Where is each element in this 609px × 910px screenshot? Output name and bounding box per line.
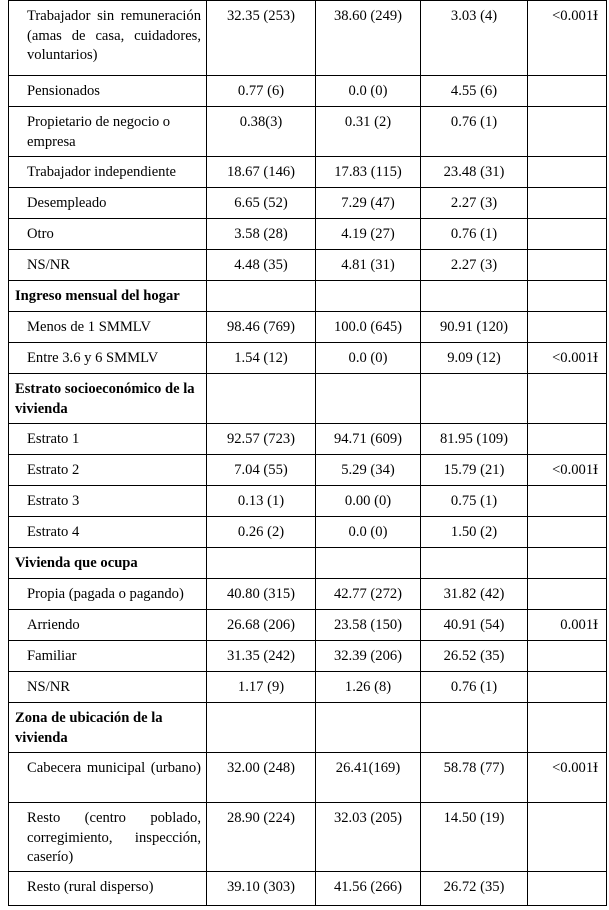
cell-value: 98.46 (769) — [207, 312, 316, 343]
table-row — [9, 455, 607, 486]
section-row — [9, 374, 607, 424]
p-value — [528, 803, 607, 872]
cell-value: 23.48 (31) — [421, 157, 528, 188]
p-value — [528, 107, 607, 157]
row-label: NS/NR — [9, 672, 207, 703]
row-label: Resto (centro poblado, corregimiento, inspección, caserío) — [9, 803, 207, 872]
row-label: Familiar — [9, 641, 207, 672]
cell-value: 1.26 (8) — [316, 672, 421, 703]
p-value: 0.001Ɨ — [528, 610, 607, 641]
empty-cell — [421, 281, 528, 312]
section-title: Zona de ubicación de la vivienda — [9, 703, 207, 753]
table-row — [9, 803, 607, 872]
p-value — [528, 486, 607, 517]
p-value — [528, 157, 607, 188]
cell-value: 0.0 (0) — [316, 76, 421, 107]
cell-value: 42.77 (272) — [316, 579, 421, 610]
p-value — [528, 641, 607, 672]
cell-value: 31.35 (242) — [207, 641, 316, 672]
row-label: Menos de 1 SMMLV — [9, 312, 207, 343]
table-row — [9, 343, 607, 374]
section-row — [9, 548, 607, 579]
p-value: <0.001Ɨ — [528, 1, 607, 76]
empty-cell — [528, 374, 607, 424]
empty-cell — [316, 281, 421, 312]
table-row — [9, 250, 607, 281]
empty-cell — [207, 374, 316, 424]
row-label: Trabajador sin remuneración (amas de casa, cuidadores, voluntarios) — [9, 1, 207, 76]
cell-value: 1.54 (12) — [207, 343, 316, 374]
cell-value: 0.38(3) — [207, 107, 316, 157]
cell-value: 0.13 (1) — [207, 486, 316, 517]
cell-value: 90.91 (120) — [421, 312, 528, 343]
table-row — [9, 424, 607, 455]
table-row — [9, 610, 607, 641]
section-row — [9, 281, 607, 312]
table-row — [9, 219, 607, 250]
p-value — [528, 672, 607, 703]
table-row — [9, 672, 607, 703]
cell-value: 31.82 (42) — [421, 579, 528, 610]
cell-value: 17.83 (115) — [316, 157, 421, 188]
cell-value: 7.04 (55) — [207, 455, 316, 486]
p-value — [528, 517, 607, 548]
row-label: Cabecera municipal (urbano) — [9, 753, 207, 803]
p-value — [528, 312, 607, 343]
section-row — [9, 703, 607, 753]
cell-value: 0.76 (1) — [421, 672, 528, 703]
row-label: Estrato 1 — [9, 424, 207, 455]
table-body — [9, 1, 607, 906]
cell-value: 38.60 (249) — [316, 1, 421, 76]
empty-cell — [207, 281, 316, 312]
table-row — [9, 157, 607, 188]
p-value — [528, 579, 607, 610]
cell-value: 2.27 (3) — [421, 188, 528, 219]
cell-value: 0.0 (0) — [316, 517, 421, 548]
cell-value: 9.09 (12) — [421, 343, 528, 374]
cell-value: 32.35 (253) — [207, 1, 316, 76]
cell-value: 0.31 (2) — [316, 107, 421, 157]
row-label: Pensionados — [9, 76, 207, 107]
cell-value: 0.76 (1) — [421, 107, 528, 157]
row-label: NS/NR — [9, 250, 207, 281]
cell-value: 26.72 (35) — [421, 872, 528, 906]
cell-value: 0.26 (2) — [207, 517, 316, 548]
row-label: Resto (rural disperso) — [9, 872, 207, 906]
cell-value: 100.0 (645) — [316, 312, 421, 343]
table-row — [9, 1, 607, 76]
cell-value: 58.78 (77) — [421, 753, 528, 803]
empty-cell — [316, 703, 421, 753]
cell-value: 18.67 (146) — [207, 157, 316, 188]
cell-value: 1.50 (2) — [421, 517, 528, 548]
row-label: Propietario de negocio o empresa — [9, 107, 207, 157]
cell-value: 0.76 (1) — [421, 219, 528, 250]
table-row — [9, 579, 607, 610]
empty-cell — [421, 548, 528, 579]
table-row — [9, 486, 607, 517]
cell-value: 40.80 (315) — [207, 579, 316, 610]
cell-value: 26.52 (35) — [421, 641, 528, 672]
cell-value: 40.91 (54) — [421, 610, 528, 641]
row-label: Trabajador independiente — [9, 157, 207, 188]
p-value: <0.001Ɨ — [528, 455, 607, 486]
table-row — [9, 872, 607, 906]
cell-value: 0.00 (0) — [316, 486, 421, 517]
table-row — [9, 188, 607, 219]
cell-value: 94.71 (609) — [316, 424, 421, 455]
cell-value: 7.29 (47) — [316, 188, 421, 219]
empty-cell — [207, 548, 316, 579]
cell-value: 0.77 (6) — [207, 76, 316, 107]
cell-value: 26.68 (206) — [207, 610, 316, 641]
cell-value: 4.81 (31) — [316, 250, 421, 281]
cell-value: 15.79 (21) — [421, 455, 528, 486]
row-label: Estrato 3 — [9, 486, 207, 517]
row-label: Estrato 2 — [9, 455, 207, 486]
empty-cell — [528, 281, 607, 312]
cell-value: 28.90 (224) — [207, 803, 316, 872]
table-row — [9, 107, 607, 157]
cell-value: 4.48 (35) — [207, 250, 316, 281]
row-label: Propia (pagada o pagando) — [9, 579, 207, 610]
section-title: Estrato socioeconómico de la vivienda — [9, 374, 207, 424]
cell-value: 6.65 (52) — [207, 188, 316, 219]
cell-value: 3.58 (28) — [207, 219, 316, 250]
cell-value: 2.27 (3) — [421, 250, 528, 281]
cell-value: 26.41(169) — [316, 753, 421, 803]
cell-value: 5.29 (34) — [316, 455, 421, 486]
cell-value: 1.17 (9) — [207, 672, 316, 703]
empty-cell — [421, 374, 528, 424]
row-label: Estrato 4 — [9, 517, 207, 548]
p-value — [528, 188, 607, 219]
empty-cell — [528, 703, 607, 753]
section-title: Ingreso mensual del hogar — [9, 281, 207, 312]
p-value — [528, 872, 607, 906]
table-row — [9, 76, 607, 107]
empty-cell — [316, 374, 421, 424]
cell-value: 4.55 (6) — [421, 76, 528, 107]
row-label: Desempleado — [9, 188, 207, 219]
cell-value: 0.75 (1) — [421, 486, 528, 517]
row-label: Otro — [9, 219, 207, 250]
cell-value: 3.03 (4) — [421, 1, 528, 76]
empty-cell — [316, 548, 421, 579]
cell-value: 39.10 (303) — [207, 872, 316, 906]
empty-cell — [528, 548, 607, 579]
table-row — [9, 312, 607, 343]
cell-value: 32.03 (205) — [316, 803, 421, 872]
cell-value: 41.56 (266) — [316, 872, 421, 906]
empty-cell — [207, 703, 316, 753]
table-row — [9, 517, 607, 548]
cell-value: 4.19 (27) — [316, 219, 421, 250]
p-value — [528, 219, 607, 250]
cell-value: 23.58 (150) — [316, 610, 421, 641]
p-value — [528, 250, 607, 281]
p-value — [528, 76, 607, 107]
cell-value: 14.50 (19) — [421, 803, 528, 872]
p-value: <0.001Ɨ — [528, 753, 607, 803]
p-value: <0.001Ɨ — [528, 343, 607, 374]
table-row — [9, 753, 607, 803]
empty-cell — [421, 703, 528, 753]
cell-value: 92.57 (723) — [207, 424, 316, 455]
p-value — [528, 424, 607, 455]
row-label: Arriendo — [9, 610, 207, 641]
cell-value: 32.39 (206) — [316, 641, 421, 672]
cell-value: 32.00 (248) — [207, 753, 316, 803]
table-row — [9, 641, 607, 672]
row-label: Entre 3.6 y 6 SMMLV — [9, 343, 207, 374]
section-title: Vivienda que ocupa — [9, 548, 207, 579]
data-table — [8, 0, 607, 906]
cell-value: 81.95 (109) — [421, 424, 528, 455]
cell-value: 0.0 (0) — [316, 343, 421, 374]
